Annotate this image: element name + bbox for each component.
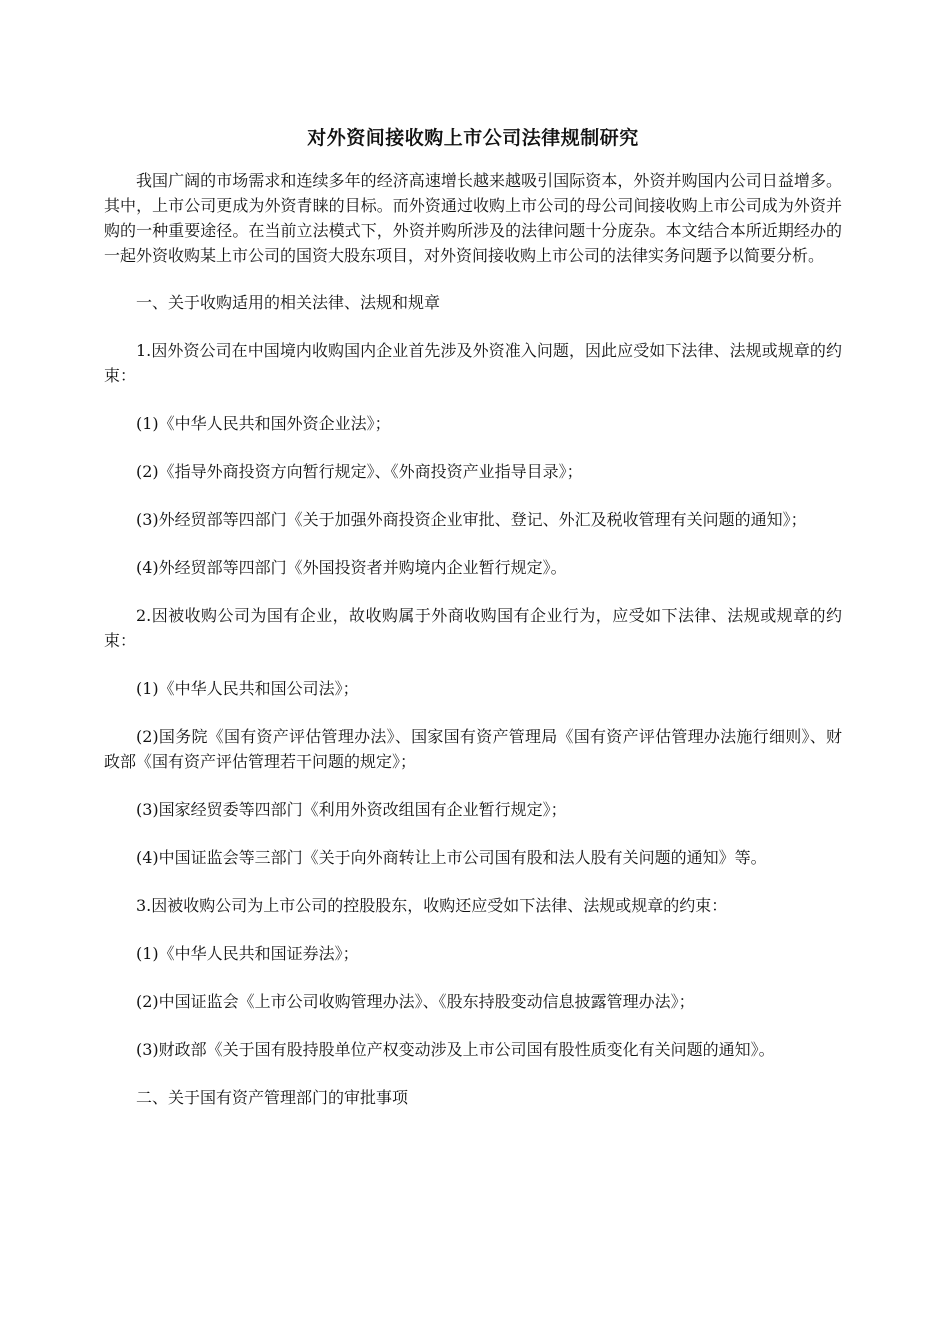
paragraph-item-1: 1.因外资公司在中国境内收购国内企业首先涉及外资准入问题，因此应受如下法律、法规或规章的约束：: [104, 341, 842, 385]
list-item: (2)国务院《国有资产评估管理办法》、国家国有资产管理局《国有资产评估管理办法施行细则》、财政部《国有资产评估管理若干问题的规定》；: [104, 727, 842, 771]
section-heading-2: 二、关于国有资产管理部门的审批事项: [136, 1088, 409, 1107]
paragraph-item-2: 2.因被收购公司为国有企业，故收购属于外商收购国有企业行为，应受如下法律、法规或规章的约束：: [104, 606, 842, 650]
list-item: (3)财政部《关于国有股持股单位产权变动涉及上市公司国有股性质变化有关问题的通知》。: [136, 1040, 775, 1059]
list-item: (3)国家经贸委等四部门《利用外资改组国有企业暂行规定》；: [136, 800, 567, 819]
section-heading-1: 一、关于收购适用的相关法律、法规和规章: [136, 293, 441, 312]
list-item: (2)中国证监会《上市公司收购管理办法》、《股东持股变动信息披露管理办法》；: [136, 992, 695, 1011]
list-item: (1)《中华人民共和国证券法》；: [136, 944, 359, 963]
paragraph-intro: 我国广阔的市场需求和连续多年的经济高速增长越来越吸引国际资本，外资并购国内公司日益增多。其中，上市公司更成为外资青睐的目标。而外资通过收购上市公司的母公司间接收购上市公司成为外资并购的一种重要途径。在当前立法模式下，外资并购所涉及的法律问题十分庞杂。本文结合本所近期经办的一起外资收购某上市公司的国资大股东项目，对外资间接收购上市公司的法律实务问题予以简要分析。: [104, 171, 842, 265]
list-item: (3)外经贸部等四部门《关于加强外商投资企业审批、登记、外汇及税收管理有关问题的通知》；: [136, 510, 807, 529]
list-item: (4)中国证监会等三部门《关于向外商转让上市公司国有股和法人股有关问题的通知》等。: [136, 848, 767, 867]
list-item: (1)《中华人民共和国外资企业法》；: [136, 414, 391, 433]
list-item: (2)《指导外商投资方向暂行规定》、《外商投资产业指导目录》；: [136, 462, 583, 481]
list-item: (4)外经贸部等四部门《外国投资者并购境内企业暂行规定》。: [136, 558, 567, 577]
paragraph-item-3: 3.因被收购公司为上市公司的控股股东，收购还应受如下法律、法规或规章的约束：: [136, 896, 728, 915]
document-title: 对外资间接收购上市公司法律规制研究: [307, 127, 639, 149]
list-item: (1)《中华人民共和国公司法》；: [136, 679, 359, 698]
